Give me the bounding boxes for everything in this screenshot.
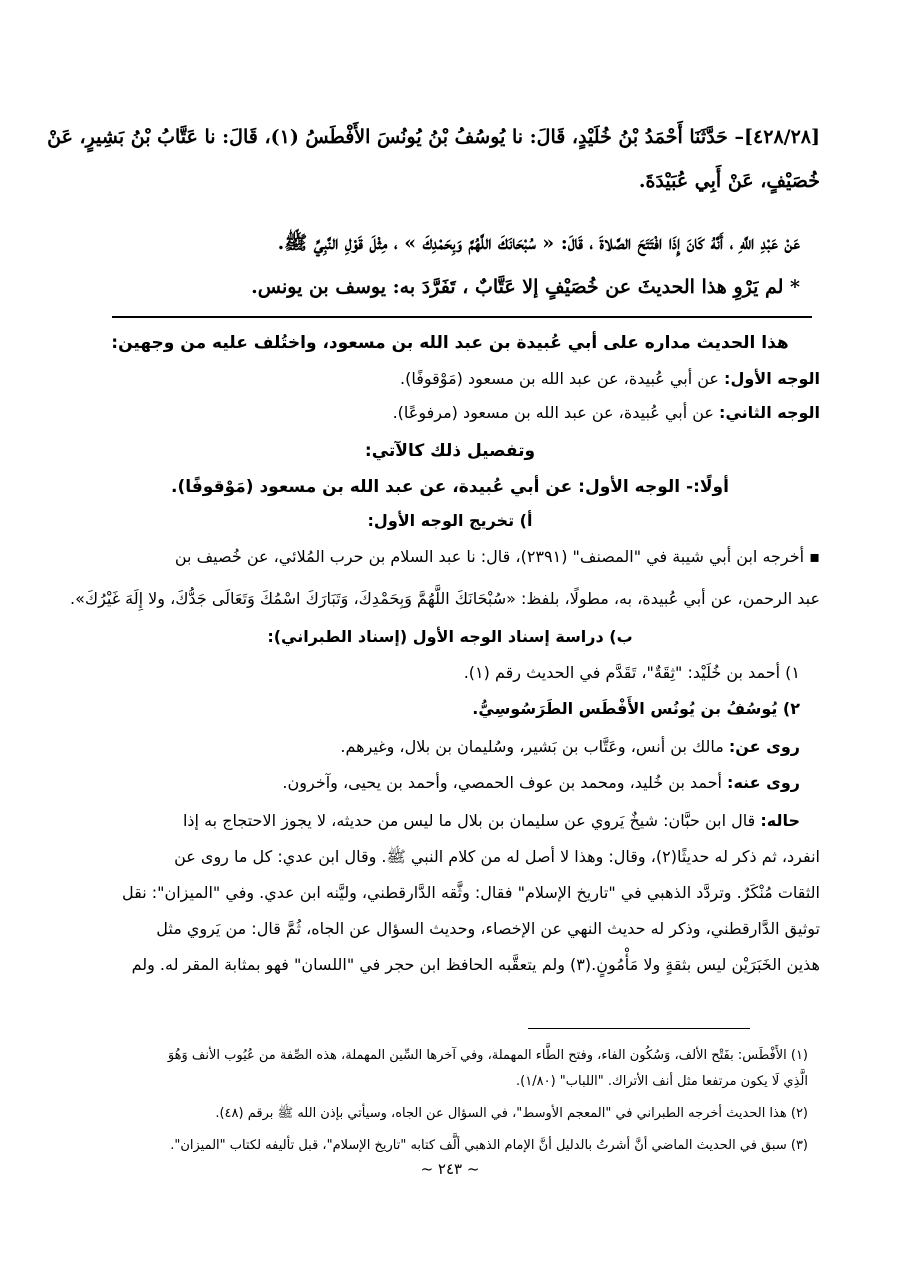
hal-line-1-text: قال ابن حبَّان: شيخٌ يَروي عن سليمان بن بلال ما ليس من حديثه، لا يجوز الاحتجاج به إذا	[182, 811, 761, 830]
intro-paragraph: هذا الحديث مداره على أبي عُبيدة بن عبد الله بن مسعود، واختُلف عليه من وجهين:	[111, 333, 789, 353]
hal-line-4: توثيق الدَّارقطني، وذكر له حديث النهي عن الإخصاء، وحديث السؤال عن الجاه، ثُمَّ قال: من يَروي مثل	[156, 919, 820, 938]
rawa-an-line	[80, 730, 800, 764]
footnote-1-line-1: (١) الأَفْطَس: بفَتْح الألف، وَسُكُون الفاء، وفتح الطَّاء المهملة، وفي آخرها السِّين المهملة، هذه الصِّفة من عُيُوب الأنف وَهُوَ	[167, 1048, 808, 1063]
hal-label: حاله:	[760, 811, 800, 830]
hal-line-3: الثقات مُنْكَرٌ. وتردَّد الذهبي في "تاريخ الإسلام" فقال: وثَّقه الدَّارقطني، وليَّنه ابن عدي. وفي "الميزان": نقل	[121, 883, 820, 902]
footnote-2: (٢) هذا الحديث أخرجه الطبراني في "المعجم الأوسط"، في السؤال عن الجاه، وسيأتي بإذن الله ﷺ برقم (٤٨).	[215, 1106, 808, 1121]
hadith-text: عَنْ عَبْدِ اللَّهِ ، أَنَّهُ كَانَ إِذَا افْتَتَحَ الصَّلاةَ ، قَالَ: « سُبْحَانَكَ اللَّهُمَّ وَبِحَمْدِكَ » ، مِثْلَ قَوْلِ النَّبِيِّ ﷺ.	[277, 232, 800, 254]
hal-line-5: هذين الخَبَرَيْن ليس بثقةٍ ولا مَأْمُونٍ.(٣) ولم يتعقَّبه الحافظ ابن حجر في "اللسان" فهو بمثابة المقر له. ولم	[131, 955, 820, 974]
takhrij-line-2: عبد الرحمن، عن أبي عُبيدة، به، مطولًا، بلفظ: «سُبْحَانَكَ اللَّهُمَّ وَبِحَمْدِكَ، وَتَبَارَكَ اسْمُكَ وَتَعَالَى جَدُّكَ، ولا إِلَهَ غَيْرُكَ».	[70, 589, 820, 608]
details-heading: وتفصيل ذلك كالآتي:	[364, 441, 536, 461]
rawa-an-label: روى عن:	[728, 737, 800, 756]
face-2-line	[80, 396, 820, 430]
face-2-label: الوجه الثاني:	[719, 403, 820, 422]
section-divider	[112, 316, 812, 318]
first-face-heading: أولًا:- الوجه الأول: عن أبي عُبيدة، عن عبد الله بن مسعود (مَوْقوفًا).	[171, 477, 729, 497]
hadith-chain-line-1: [٤٢٨/٢٨]– حَدَّثَنَا أَحْمَدُ بْنُ خُلَيْدٍ، قَالَ: نا يُوسُفُ بْنُ يُونُسَ الأَفْطَسُ (١)، قَالَ: نا عَتَّابُ بْنُ بَشِيرٍ، عَنْ	[47, 126, 820, 148]
rawa-anhu-line	[80, 766, 800, 800]
page-number: ~ ٢٤٣ ~	[420, 1160, 480, 1178]
narrator-2: ٢) يُوسُفُ بن يُونُس الأَفْطَس الطَرَسُوسِيُّ.	[472, 699, 800, 718]
face-2-text: عن أبي عُبيدة، عن عبد الله بن مسعود (مرفوعًا).	[392, 403, 720, 422]
takhrij-line-1: ▪ أخرجه ابن أبي شيبة في "المصنف" (٢٣٩١)، قال: نا عبد السلام بن حرب المُلائي، عن خُصيف بن	[174, 547, 820, 566]
face-1-label: الوجه الأول:	[724, 369, 820, 388]
footnote-1-line-2: الَّذِي لَا يكون مرتفعا مثل أنف الأتراك. "اللباب" (١/٨٠).	[516, 1074, 808, 1089]
rawa-an-text: مالك بن أنس، وعَتَّاب بن بَشير، وسُليمان بن بلال، وغيرهم.	[340, 737, 729, 756]
hadith-chain-line-2: خُصَيْفٍ، عَنْ أَبِي عُبَيْدَةَ.	[638, 170, 820, 192]
narrator-1: ١) أحمد بن خُلَيْد: "ثِقَةٌ"، تَقَدَّم في الحديث رقم (١).	[463, 663, 800, 682]
rawa-anhu-label: روى عنه:	[727, 773, 800, 792]
face-1-line	[80, 362, 820, 396]
footnote-separator	[528, 1028, 750, 1029]
isnad-heading: ب) دراسة إسناد الوجه الأول (إسناد الطبراني):	[267, 627, 633, 646]
hal-line-1	[80, 804, 800, 838]
hal-line-2: انفرد، ثم ذكر له حديثًا(٢)، وقال: وهذا لا أصل له من كلام النبي ﷺ. وقال ابن عدي: كل ما روى عن	[174, 847, 820, 866]
takhrij-heading: أ) تخريج الوجه الأول:	[367, 511, 533, 530]
rawa-anhu-text: أحمد بن خُليد، ومحمد بن عوف الحمصي، وأحمد بن يحيى، وآخرون.	[282, 773, 728, 792]
face-1-text: عن أبي عُبيدة، عن عبد الله بن مسعود (مَوْقوفًا).	[400, 369, 725, 388]
footnote-3: (٣) سبق في الحديث الماضي أنَّ أشرتُ بالدليل أنَّ الإمام الذهبي ألَّف كتابه "تاريخ الإسلام"، قبل تأليفه لكتاب "الميزان".	[170, 1138, 808, 1153]
hadith-tafarrud-note: * لم يَرْوِ هذا الحديثَ عن خُصَيْفٍ إلا عَتَّابٌ ، تَفَرَّدَ به: يوسف بن يونس.	[251, 276, 800, 298]
